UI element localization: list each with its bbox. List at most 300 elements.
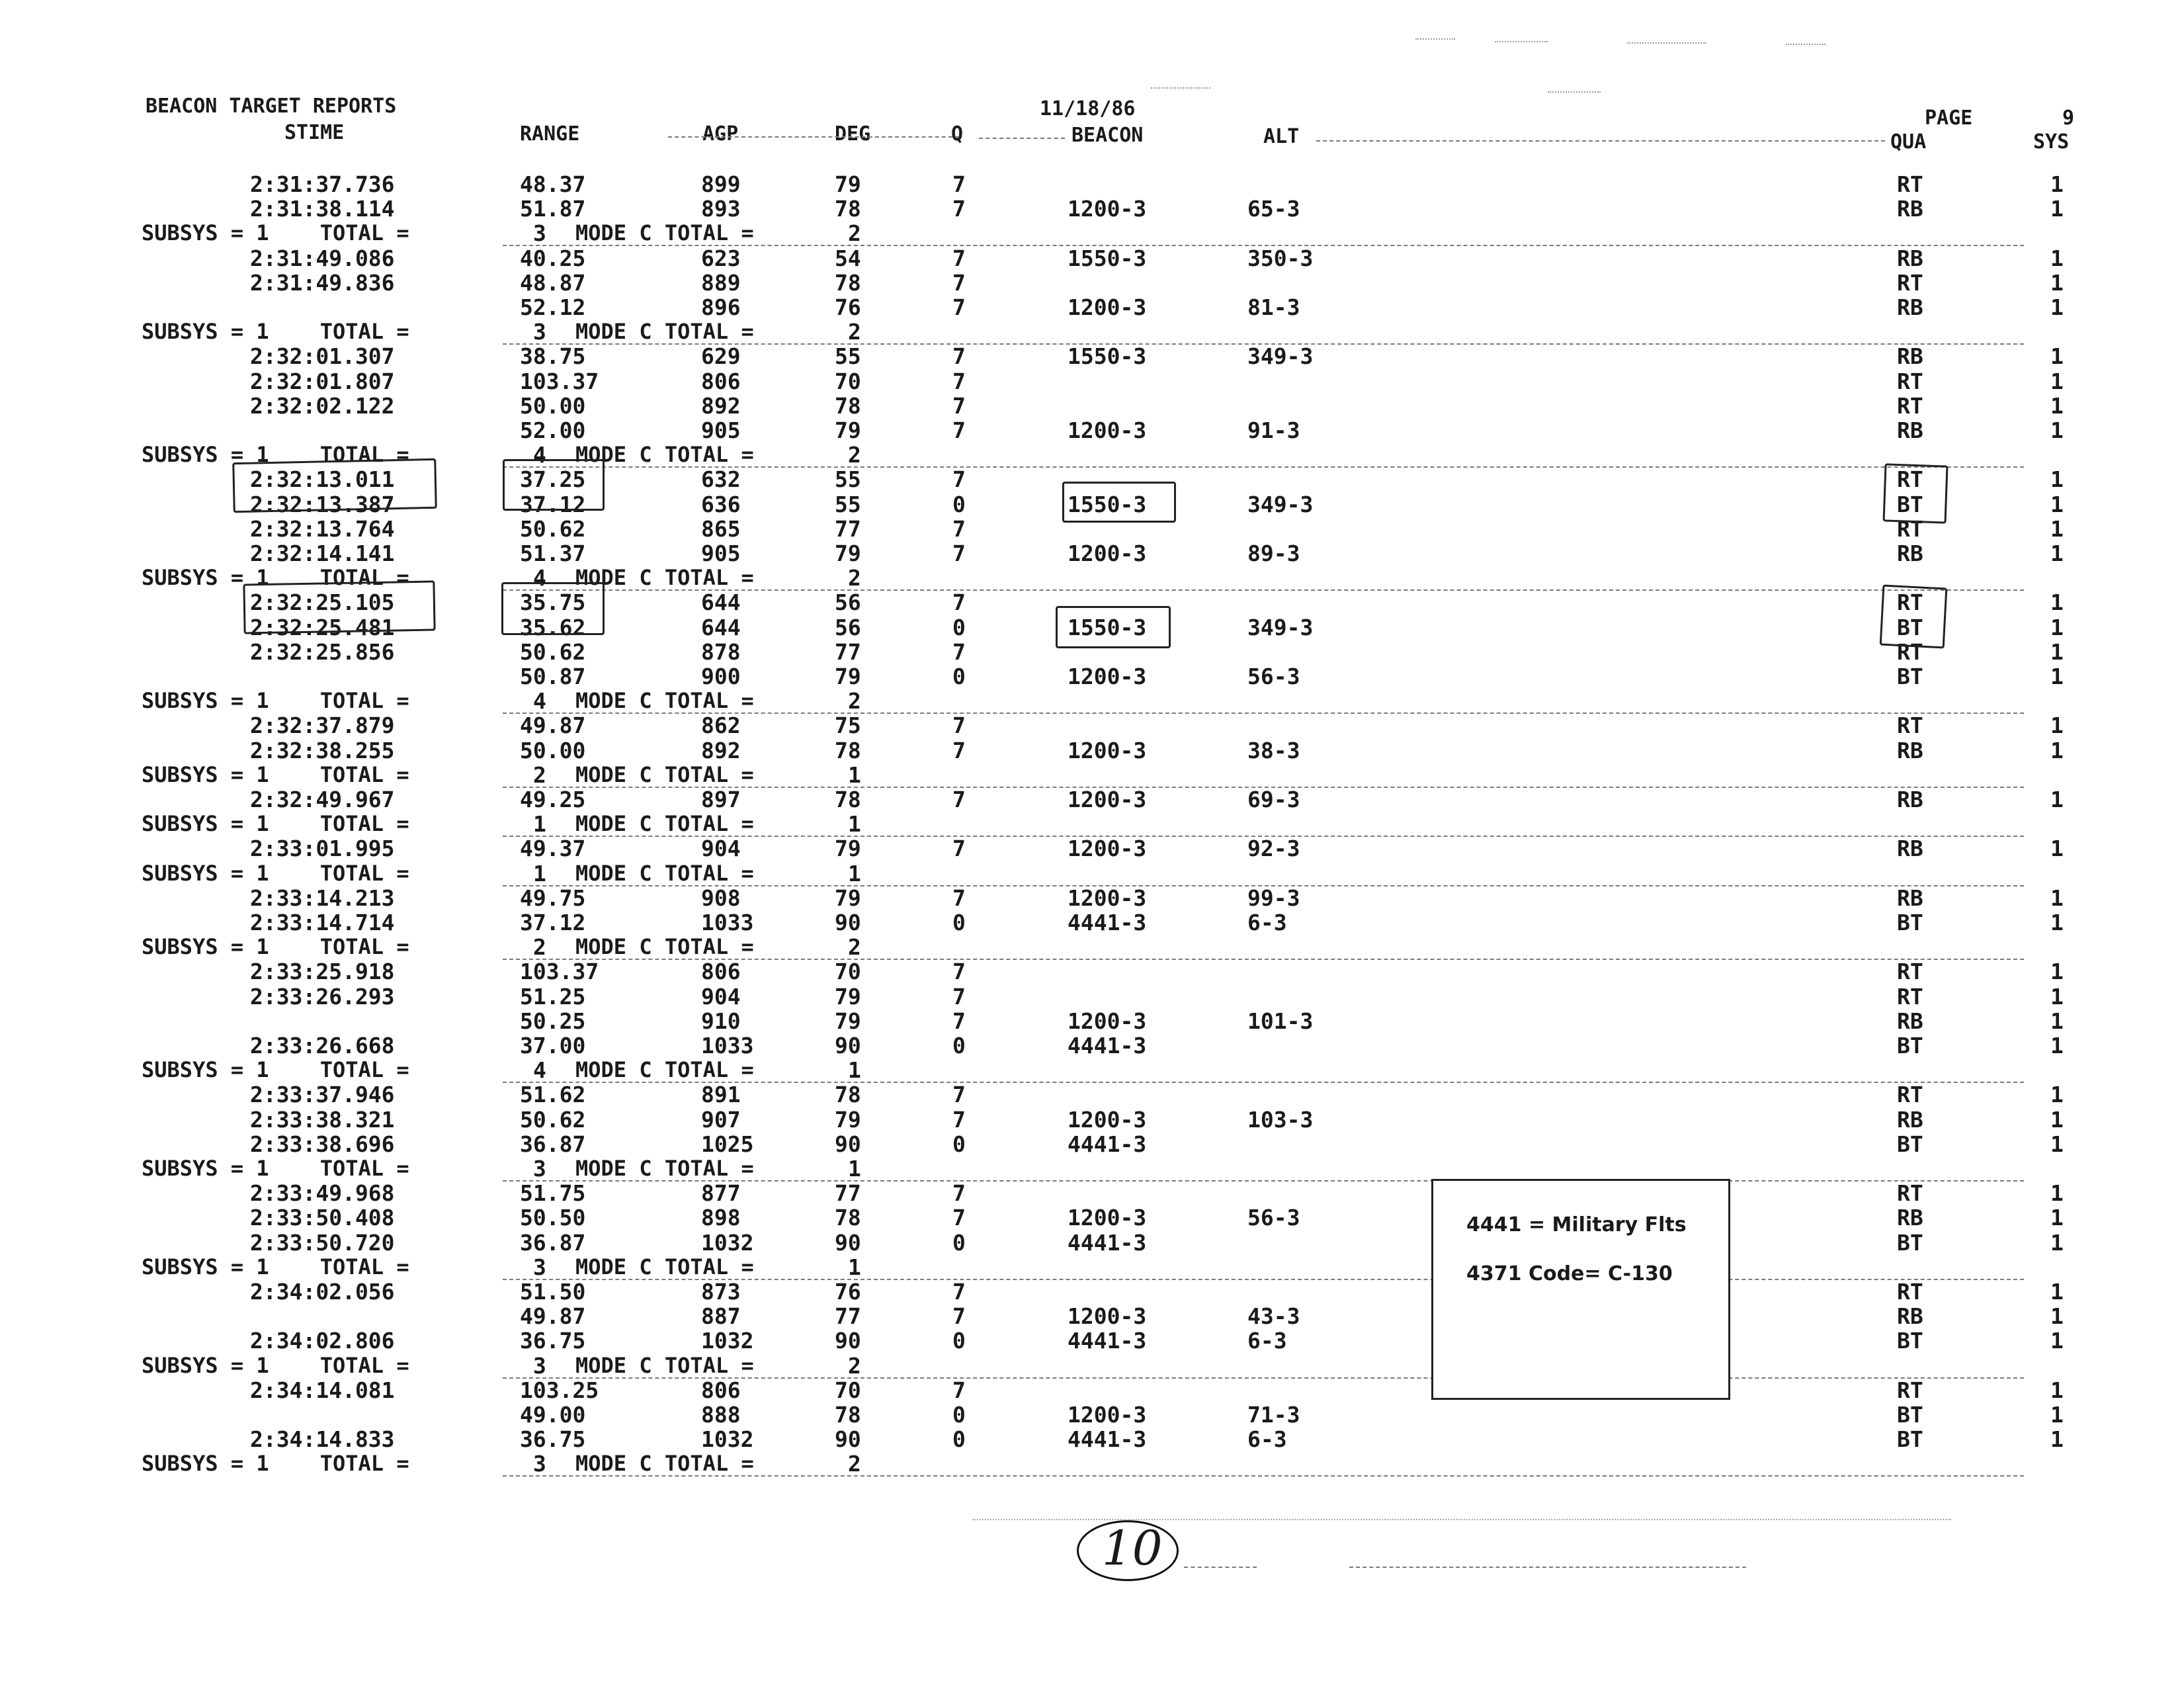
cell-qua: RT — [1897, 270, 1923, 296]
mode-c-label: MODE C TOTAL = — [575, 934, 754, 959]
scan-speck — [1786, 44, 1826, 45]
cell-deg: 79 — [835, 1008, 861, 1034]
cell-beacon: 4441-3 — [1068, 1426, 1147, 1452]
cell-deg: 55 — [835, 343, 861, 369]
mode-c-label: MODE C TOTAL = — [575, 319, 754, 344]
subsys-label: SUBSYS = 1 TOTAL = — [142, 688, 409, 713]
cell-qua: RT — [1897, 1279, 1923, 1305]
handdrawn-box-beacon — [1056, 606, 1171, 648]
cell-deg: 79 — [835, 664, 861, 689]
cell-beacon: 1200-3 — [1068, 885, 1147, 911]
report-row — [0, 838, 2184, 861]
cell-deg: 77 — [835, 516, 861, 542]
cell-sys: 1 — [2050, 738, 2064, 763]
cell-range: 49.25 — [520, 787, 586, 812]
cell-qua: RT — [1897, 1180, 1923, 1206]
cell-range: 49.75 — [520, 885, 586, 911]
subsys-label: SUBSYS = 1 TOTAL = — [142, 1451, 409, 1476]
cell-q: 7 — [952, 885, 966, 911]
cell-range: 50.00 — [520, 738, 586, 763]
subsys-label: SUBSYS = 1 TOTAL = — [142, 442, 409, 467]
mode-c-label: MODE C TOTAL = — [575, 861, 754, 886]
cell-beacon: 4441-3 — [1068, 1033, 1147, 1058]
subsys-label: SUBSYS = 1 TOTAL = — [142, 220, 409, 245]
subsys-summary-row — [0, 1355, 2184, 1379]
report-row — [0, 1084, 2184, 1107]
cell-range: 51.50 — [520, 1279, 586, 1305]
subsys-label: SUBSYS = 1 TOTAL = — [142, 319, 409, 344]
cell-agp: 905 — [701, 417, 741, 443]
cell-stime: 2:32:49.967 — [250, 787, 395, 812]
header-rule — [668, 136, 959, 138]
mode-c-total: 2 — [848, 442, 861, 468]
header-rule — [979, 138, 1065, 139]
cell-deg: 78 — [835, 1205, 861, 1230]
cell-deg: 78 — [835, 1082, 861, 1107]
cell-beacon: 1200-3 — [1068, 1402, 1147, 1428]
cell-qua: RT — [1897, 368, 1923, 394]
cell-sys: 1 — [2050, 1033, 2064, 1058]
report-row — [0, 912, 2184, 935]
cell-range: 51.87 — [520, 196, 586, 222]
page-number: 9 — [2062, 107, 2075, 130]
cell-sys: 1 — [2050, 639, 2064, 665]
cell-sys: 1 — [2050, 1377, 2064, 1403]
cell-stime: 2:33:26.668 — [250, 1033, 395, 1058]
cell-q: 0 — [952, 1033, 966, 1058]
mode-c-label: MODE C TOTAL = — [575, 442, 754, 467]
mode-c-total: 1 — [848, 861, 861, 886]
cell-qua: BT — [1897, 492, 1923, 517]
cell-alt: 349-3 — [1247, 343, 1314, 369]
cell-range: 51.37 — [520, 540, 586, 566]
cell-alt: 65-3 — [1247, 196, 1300, 222]
subsys-summary-row — [0, 222, 2184, 246]
cell-agp: 806 — [701, 368, 741, 394]
subsys-total: 3 — [533, 1353, 546, 1379]
mode-c-total: 1 — [848, 1156, 861, 1182]
cell-beacon: 1200-3 — [1068, 1205, 1147, 1230]
cell-range: 52.12 — [520, 294, 586, 320]
subsys-summary-row — [0, 1158, 2184, 1182]
cell-deg: 79 — [835, 1107, 861, 1133]
cell-deg: 56 — [835, 615, 861, 640]
col-header-qua: QUA — [1890, 130, 1927, 153]
cell-stime: 2:33:50.408 — [250, 1205, 395, 1230]
cell-sys: 1 — [2050, 984, 2064, 1010]
cell-beacon: 1550-3 — [1068, 615, 1147, 640]
subsys-summary-row — [0, 1059, 2184, 1083]
cell-sys: 1 — [2050, 1328, 2064, 1354]
mode-c-total: 2 — [848, 934, 861, 960]
cell-range: 103.25 — [520, 1377, 599, 1403]
cell-q: 7 — [952, 639, 966, 665]
mode-c-total: 2 — [848, 565, 861, 591]
cell-beacon: 1200-3 — [1068, 196, 1147, 222]
cell-stime: 2:32:25.481 — [250, 615, 395, 640]
subsys-label: SUBSYS = 1 TOTAL = — [142, 1156, 409, 1181]
cell-deg: 79 — [835, 885, 861, 911]
mode-c-label: MODE C TOTAL = — [575, 762, 754, 787]
cell-beacon: 1550-3 — [1068, 492, 1147, 517]
cell-range: 49.87 — [520, 712, 586, 738]
mode-c-label: MODE C TOTAL = — [575, 1156, 754, 1181]
cell-q: 0 — [952, 1328, 966, 1354]
cell-stime: 2:32:14.141 — [250, 540, 395, 566]
cell-sys: 1 — [2050, 516, 2064, 542]
cell-q: 0 — [952, 1426, 966, 1452]
handdrawn-box-stime — [232, 458, 437, 517]
cell-range: 103.37 — [520, 959, 599, 984]
cell-range: 50.62 — [520, 1107, 586, 1133]
cell-alt: 99-3 — [1247, 885, 1300, 911]
cell-stime: 2:32:13.764 — [250, 516, 395, 542]
cell-stime: 2:33:25.918 — [250, 959, 395, 984]
cell-beacon: 1200-3 — [1068, 417, 1147, 443]
handdrawn-box-qua — [1880, 584, 1948, 648]
cell-agp: 806 — [701, 959, 741, 984]
cell-sys: 1 — [2050, 492, 2064, 517]
cell-agp: 897 — [701, 787, 741, 812]
cell-sys: 1 — [2050, 959, 2064, 984]
handdrawn-box-range — [501, 582, 605, 635]
cell-beacon: 4441-3 — [1068, 1230, 1147, 1256]
cell-stime: 2:32:25.856 — [250, 639, 395, 665]
mode-c-label: MODE C TOTAL = — [575, 565, 754, 590]
cell-agp: 904 — [701, 984, 741, 1010]
cell-deg: 79 — [835, 171, 861, 197]
cell-deg: 78 — [835, 393, 861, 419]
cell-deg: 70 — [835, 1377, 861, 1403]
cell-qua: RT — [1897, 712, 1923, 738]
cell-qua: BT — [1897, 615, 1923, 640]
mode-c-total: 1 — [848, 1254, 861, 1280]
report-row — [0, 1232, 2184, 1256]
cell-qua: RT — [1897, 393, 1923, 419]
cell-alt: 69-3 — [1247, 787, 1300, 812]
subsys-summary-row — [0, 764, 2184, 788]
note-line-2: 4371 Code= C-130 — [1466, 1262, 1673, 1285]
cell-sys: 1 — [2050, 540, 2064, 566]
cell-stime: 2:31:37.736 — [250, 171, 395, 197]
cell-agp: 865 — [701, 516, 741, 542]
mode-c-label: MODE C TOTAL = — [575, 1353, 754, 1378]
cell-agp: 892 — [701, 393, 741, 419]
mode-c-total: 2 — [848, 688, 861, 714]
cell-agp: 888 — [701, 1402, 741, 1428]
cell-sys: 1 — [2050, 171, 2064, 197]
subsys-total: 4 — [533, 565, 546, 591]
cell-qua: RB — [1897, 343, 1923, 369]
cell-beacon: 1200-3 — [1068, 738, 1147, 763]
report-row — [0, 272, 2184, 296]
cell-range: 52.00 — [520, 417, 586, 443]
cell-deg: 79 — [835, 417, 861, 443]
cell-qua: BT — [1897, 1402, 1923, 1428]
mode-c-total: 2 — [848, 220, 861, 246]
subsys-total: 3 — [533, 220, 546, 246]
cell-qua: RT — [1897, 589, 1923, 615]
report-row — [0, 1404, 2184, 1428]
mode-c-total: 1 — [848, 811, 861, 837]
cell-stime: 2:31:38.114 — [250, 196, 395, 222]
report-row — [0, 345, 2184, 369]
scan-speck — [1151, 87, 1210, 89]
cell-qua: BT — [1897, 1426, 1923, 1452]
scan-speck — [1495, 41, 1548, 42]
cell-agp: 892 — [701, 738, 741, 763]
cell-alt: 6-3 — [1247, 910, 1287, 935]
cell-alt: 349-3 — [1247, 615, 1314, 640]
cell-beacon: 1200-3 — [1068, 787, 1147, 812]
cell-agp: 893 — [701, 196, 741, 222]
cell-q: 0 — [952, 615, 966, 640]
report-row — [0, 1379, 2184, 1403]
subsys-label: SUBSYS = 1 TOTAL = — [142, 811, 409, 836]
cell-sys: 1 — [2050, 836, 2064, 861]
cell-q: 7 — [952, 1205, 966, 1230]
subsys-summary-row — [0, 863, 2184, 886]
cell-q: 7 — [952, 984, 966, 1010]
cell-q: 7 — [952, 1008, 966, 1034]
cell-sys: 1 — [2050, 615, 2064, 640]
cell-q: 7 — [952, 959, 966, 984]
cell-stime: 2:32:01.307 — [250, 343, 395, 369]
cell-deg: 70 — [835, 959, 861, 984]
cell-q: 7 — [952, 787, 966, 812]
cell-deg: 90 — [835, 1033, 861, 1058]
cell-range: 51.62 — [520, 1082, 586, 1107]
cell-sys: 1 — [2050, 368, 2064, 394]
cell-sys: 1 — [2050, 910, 2064, 935]
cell-stime: 2:32:25.105 — [250, 589, 395, 615]
cell-qua: BT — [1897, 1131, 1923, 1157]
cell-sys: 1 — [2050, 393, 2064, 419]
cell-deg: 78 — [835, 196, 861, 222]
subsys-label: SUBSYS = 1 TOTAL = — [142, 762, 409, 787]
subsys-total: 1 — [533, 861, 546, 886]
cell-alt: 56-3 — [1247, 664, 1300, 689]
cell-stime: 2:33:01.995 — [250, 836, 395, 861]
cell-q: 7 — [952, 294, 966, 320]
cell-range: 49.87 — [520, 1303, 586, 1329]
cell-stime: 2:34:02.056 — [250, 1279, 395, 1305]
cell-stime: 2:32:02.122 — [250, 393, 395, 419]
cell-q: 0 — [952, 1131, 966, 1157]
mode-c-label: MODE C TOTAL = — [575, 1057, 754, 1082]
cell-qua: BT — [1897, 1033, 1923, 1058]
mode-c-label: MODE C TOTAL = — [575, 220, 754, 245]
subsys-label: SUBSYS = 1 TOTAL = — [142, 1353, 409, 1378]
header-rule — [1316, 140, 1885, 142]
mode-c-total: 1 — [848, 1057, 861, 1083]
col-header-agp: AGP — [702, 122, 739, 146]
cell-q: 7 — [952, 836, 966, 861]
subsys-total: 3 — [533, 1156, 546, 1182]
report-row — [0, 395, 2184, 419]
cell-deg: 54 — [835, 245, 861, 271]
cell-sys: 1 — [2050, 417, 2064, 443]
cell-deg: 90 — [835, 1426, 861, 1452]
cell-sys: 1 — [2050, 1230, 2064, 1256]
cell-qua: BT — [1897, 664, 1923, 689]
cell-deg: 90 — [835, 910, 861, 935]
cell-stime: 2:32:37.879 — [250, 712, 395, 738]
cell-agp: 904 — [701, 836, 741, 861]
report-row — [0, 666, 2184, 689]
cell-alt: 6-3 — [1247, 1328, 1287, 1354]
cell-beacon: 4441-3 — [1068, 910, 1147, 935]
cell-range: 38.75 — [520, 343, 586, 369]
cell-sys: 1 — [2050, 1082, 2064, 1107]
cell-deg: 70 — [835, 368, 861, 394]
cell-qua: RB — [1897, 885, 1923, 911]
cell-range: 48.87 — [520, 270, 586, 296]
cell-stime: 2:31:49.086 — [250, 245, 395, 271]
cell-agp: 905 — [701, 540, 741, 566]
report-row — [0, 961, 2184, 984]
cell-sys: 1 — [2050, 196, 2064, 222]
cell-qua: BT — [1897, 1230, 1923, 1256]
cell-sys: 1 — [2050, 1303, 2064, 1329]
cell-range: 50.62 — [520, 516, 586, 542]
cell-stime: 2:33:49.968 — [250, 1180, 395, 1206]
subsys-total: 4 — [533, 1057, 546, 1083]
cell-qua: RB — [1897, 196, 1923, 222]
cell-agp: 891 — [701, 1082, 741, 1107]
cell-q: 0 — [952, 1402, 966, 1428]
cell-deg: 55 — [835, 466, 861, 492]
cell-qua: RB — [1897, 738, 1923, 763]
cell-deg: 56 — [835, 589, 861, 615]
scan-speck — [1548, 91, 1601, 93]
cell-beacon: 1200-3 — [1068, 540, 1147, 566]
cell-stime: 2:33:38.321 — [250, 1107, 395, 1133]
cell-q: 7 — [952, 196, 966, 222]
cell-qua: RB — [1897, 836, 1923, 861]
cell-deg: 75 — [835, 712, 861, 738]
cell-range: 36.75 — [520, 1328, 586, 1354]
report-row — [0, 1330, 2184, 1354]
cell-sys: 1 — [2050, 294, 2064, 320]
mode-c-label: MODE C TOTAL = — [575, 1451, 754, 1476]
cell-agp: 636 — [701, 492, 741, 517]
cell-deg: 77 — [835, 1180, 861, 1206]
subsys-label: SUBSYS = 1 TOTAL = — [142, 934, 409, 959]
report-row — [0, 1010, 2184, 1034]
cell-sys: 1 — [2050, 885, 2064, 911]
cell-agp: 1032 — [701, 1426, 754, 1452]
report-row — [0, 1281, 2184, 1305]
subsys-total: 1 — [533, 811, 546, 837]
cell-q: 7 — [952, 1303, 966, 1329]
cell-alt: 89-3 — [1247, 540, 1300, 566]
cell-agp: 1033 — [701, 1033, 754, 1058]
cell-q: 7 — [952, 171, 966, 197]
report-row — [0, 740, 2184, 763]
col-header-range: RANGE — [520, 122, 580, 146]
cell-qua: RB — [1897, 1303, 1923, 1329]
subsys-label: SUBSYS = 1 TOTAL = — [142, 1254, 409, 1279]
cell-q: 7 — [952, 540, 966, 566]
page-label: PAGE — [1925, 107, 1973, 130]
subsys-total: 2 — [533, 762, 546, 788]
cell-range: 103.37 — [520, 368, 599, 394]
mode-c-total: 1 — [848, 762, 861, 788]
cell-deg: 79 — [835, 984, 861, 1010]
cell-sys: 1 — [2050, 712, 2064, 738]
cell-stime: 2:31:49.836 — [250, 270, 395, 296]
report-row — [0, 1305, 2184, 1329]
subsys-label: SUBSYS = 1 TOTAL = — [142, 565, 409, 590]
cell-stime: 2:32:01.807 — [250, 368, 395, 394]
cell-deg: 76 — [835, 1279, 861, 1305]
cell-agp: 900 — [701, 664, 741, 689]
mode-c-total: 2 — [848, 1353, 861, 1379]
cell-agp: 896 — [701, 294, 741, 320]
cell-q: 7 — [952, 1279, 966, 1305]
report-row — [0, 887, 2184, 911]
report-row — [0, 296, 2184, 320]
cell-deg: 55 — [835, 492, 861, 517]
cell-alt: 349-3 — [1247, 492, 1314, 517]
subsys-summary-row — [0, 1256, 2184, 1280]
report-row — [0, 1428, 2184, 1452]
cell-qua: RT — [1897, 1377, 1923, 1403]
cell-q: 0 — [952, 492, 966, 517]
cell-range: 50.62 — [520, 639, 586, 665]
report-row — [0, 370, 2184, 394]
cell-alt: 92-3 — [1247, 836, 1300, 861]
cell-qua: RT — [1897, 639, 1923, 665]
cell-range: 36.87 — [520, 1230, 586, 1256]
cell-q: 7 — [952, 466, 966, 492]
cell-stime: 2:33:14.714 — [250, 910, 395, 935]
report-row — [0, 714, 2184, 738]
mode-c-total: 2 — [848, 1451, 861, 1477]
col-header-deg: DEG — [835, 122, 871, 146]
cell-deg: 76 — [835, 294, 861, 320]
cell-qua: RT — [1897, 516, 1923, 542]
cell-beacon: 1200-3 — [1068, 664, 1147, 689]
cell-range: 35.62 — [520, 615, 586, 640]
cell-stime: 2:33:14.213 — [250, 885, 395, 911]
report-title: BEACON TARGET REPORTS — [146, 95, 397, 118]
cell-sys: 1 — [2050, 1107, 2064, 1133]
cell-alt: 43-3 — [1247, 1303, 1300, 1329]
cell-agp: 806 — [701, 1377, 741, 1403]
cell-range: 35.75 — [520, 589, 586, 615]
cell-agp: 1032 — [701, 1328, 754, 1354]
cell-deg: 78 — [835, 1402, 861, 1428]
cell-q: 7 — [952, 393, 966, 419]
mode-c-total: 2 — [848, 319, 861, 345]
cell-sys: 1 — [2050, 270, 2064, 296]
cell-q: 7 — [952, 245, 966, 271]
subsys-summary-row — [0, 1453, 2184, 1477]
cell-q: 0 — [952, 1230, 966, 1256]
note-box — [1431, 1179, 1730, 1400]
subsys-label: SUBSYS = 1 TOTAL = — [142, 861, 409, 886]
cell-range: 51.25 — [520, 984, 586, 1010]
cell-agp: 873 — [701, 1279, 741, 1305]
cell-stime: 2:33:37.946 — [250, 1082, 395, 1107]
cell-beacon: 1550-3 — [1068, 343, 1147, 369]
cell-sys: 1 — [2050, 1402, 2064, 1428]
cell-q: 7 — [952, 1180, 966, 1206]
subsys-summary-row — [0, 936, 2184, 960]
cell-sys: 1 — [2050, 343, 2064, 369]
